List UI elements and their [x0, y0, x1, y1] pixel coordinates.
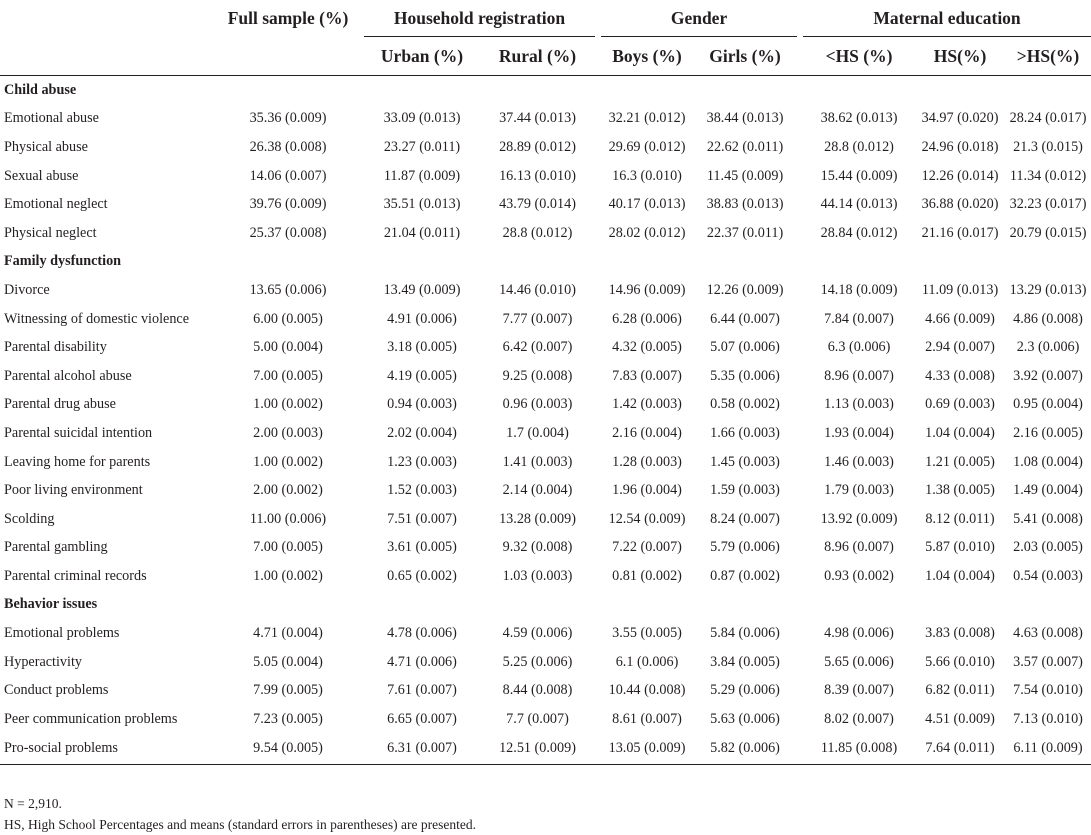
cell-value: 5.07 (0.006) [710, 339, 780, 356]
row-label: Emotional problems [4, 625, 120, 642]
col-header-rural: Rural (%) [480, 37, 595, 76]
cell-value: 4.32 (0.005) [612, 339, 682, 356]
cell-value: 3.18 (0.005) [387, 339, 457, 356]
cell-value: 8.12 (0.011) [925, 510, 995, 527]
row-label: Divorce [4, 281, 50, 298]
cell-value: 8.96 (0.007) [824, 539, 894, 556]
cell-value: 1.41 (0.003) [502, 453, 573, 470]
cell-value: 1.96 (0.004) [612, 482, 682, 499]
cell-value: 12.51 (0.009) [480, 734, 595, 765]
cell-value: 32.23 (0.017) [1009, 196, 1087, 213]
cell-value: 7.84 (0.007) [824, 310, 894, 327]
cell-value: 35.36 (0.009) [249, 110, 327, 127]
cell-value: 5.65 (0.006) [824, 653, 894, 670]
cell-value: 4.51 (0.009) [925, 710, 995, 727]
cell-value: 28.8 (0.012) [502, 224, 573, 241]
cell-value: 8.39 (0.007) [824, 682, 894, 699]
table-row [0, 534, 1091, 563]
cell-value: 1.93 (0.004) [824, 424, 894, 441]
cell-value: 2.16 (0.004) [612, 424, 682, 441]
table-row [0, 705, 1091, 734]
cell-value: 5.66 (0.010) [925, 653, 995, 670]
cell-value: 5.00 (0.004) [253, 339, 323, 356]
cell-value: 21.04 (0.011) [383, 224, 461, 241]
cell-value: 0.65 (0.002) [387, 567, 457, 584]
cell-value: 25.37 (0.008) [249, 224, 327, 241]
cell-value: 1.46 (0.003) [824, 453, 894, 470]
section-title: Family dysfunction [4, 253, 122, 270]
cell-value: 7.00 (0.005) [253, 539, 323, 556]
cell-value: 4.19 (0.005) [387, 367, 457, 384]
sample-size-note: N = 2,910. [4, 796, 62, 811]
cell-value: 2.02 (0.004) [387, 424, 457, 441]
cell-value: 12.26 (0.009) [706, 281, 784, 298]
abbreviation-note: HS, High School Percentages and means (standard errors in parentheses) are presented. [4, 817, 476, 832]
cell-value: 2.03 (0.005) [1013, 539, 1083, 556]
cell-value: 16.3 (0.010) [612, 167, 682, 184]
cell-value: 20.79 (0.015) [1009, 224, 1087, 241]
cell-value: 21.3 (0.015) [1013, 138, 1083, 155]
cell-value: 37.44 (0.013) [499, 110, 576, 127]
cell-value: 16.13 (0.010) [499, 167, 576, 184]
cell-value: 1.42 (0.003) [612, 396, 682, 413]
row-label: Poor living environment [4, 482, 143, 499]
cell-value: 21.16 (0.017) [921, 224, 999, 241]
cell-value: 1.28 (0.003) [612, 453, 682, 470]
cell-value: 26.38 (0.008) [249, 138, 327, 155]
cell-value: 1.04 (0.004) [925, 424, 995, 441]
table-row [0, 619, 1091, 648]
cell-value: 1.45 (0.003) [710, 453, 780, 470]
table-row [0, 162, 1091, 191]
cell-value: 5.35 (0.006) [710, 367, 780, 384]
cell-value: 10.44 (0.008) [608, 682, 686, 699]
cell-value: 3.84 (0.005) [710, 653, 780, 670]
row-label: Leaving home for parents [4, 453, 151, 470]
cell-value: 11.34 (0.012) [1009, 167, 1087, 184]
cell-value: 6.31 (0.007) [364, 734, 480, 765]
cell-value: 7.13 (0.010) [1013, 710, 1083, 727]
cell-value: 7.77 (0.007) [502, 310, 573, 327]
cell-value: 4.98 (0.006) [824, 625, 894, 642]
cell-value: 1.38 (0.005) [925, 482, 995, 499]
cell-value: 7.00 (0.005) [253, 367, 323, 384]
cell-value: 28.89 (0.012) [499, 138, 576, 155]
table-row [0, 562, 1091, 591]
row-label: Parental gambling [4, 539, 108, 556]
cell-value: 3.55 (0.005) [612, 625, 682, 642]
cell-value: 6.00 (0.005) [253, 310, 323, 327]
cell-value: 8.02 (0.007) [824, 710, 894, 727]
cell-value: 2.14 (0.004) [502, 482, 573, 499]
cell-value: 44.14 (0.013) [820, 196, 898, 213]
cell-value: 8.44 (0.008) [502, 682, 573, 699]
cell-value: 6.82 (0.011) [925, 682, 995, 699]
cell-value: 5.87 (0.010) [925, 539, 995, 556]
cell-value: 40.17 (0.013) [608, 196, 686, 213]
row-label: Parental drug abuse [4, 396, 116, 413]
cell-value: 13.05 (0.009) [601, 734, 693, 765]
table-row [0, 133, 1091, 162]
cell-value: 38.44 (0.013) [706, 110, 784, 127]
row-label: Physical abuse [4, 138, 88, 155]
cell-value: 6.11 (0.009) [1005, 734, 1091, 765]
cell-value: 38.83 (0.013) [706, 196, 784, 213]
cell-value: 0.87 (0.002) [710, 567, 780, 584]
row-label: Peer communication problems [4, 710, 178, 727]
cell-value: 13.29 (0.013) [1009, 281, 1087, 298]
cell-value: 7.22 (0.007) [612, 539, 682, 556]
cell-value: 0.69 (0.003) [925, 396, 995, 413]
cell-value: 1.49 (0.004) [1013, 482, 1083, 499]
cell-value: 28.84 (0.012) [820, 224, 898, 241]
table-row [0, 305, 1091, 334]
row-label: Sexual abuse [4, 167, 79, 184]
table-row [0, 505, 1091, 534]
cell-value: 39.76 (0.009) [249, 196, 327, 213]
row-label: Scolding [4, 510, 55, 527]
household-group-header: Household registration [364, 0, 595, 37]
table-row [0, 391, 1091, 420]
cell-value: 4.33 (0.008) [925, 367, 995, 384]
col-header-urban: Urban (%) [364, 37, 480, 76]
cell-value: 1.21 (0.005) [925, 453, 995, 470]
section-row [0, 591, 1091, 620]
cell-value: 3.92 (0.007) [1013, 367, 1083, 384]
cell-value: 7.64 (0.011) [915, 734, 1005, 765]
full-sample-header: Full sample (%) [227, 7, 349, 28]
row-label: Witnessing of domestic violence [4, 310, 190, 327]
cell-value: 23.27 (0.011) [383, 138, 461, 155]
cell-value: 13.92 (0.009) [820, 510, 898, 527]
table-row [0, 648, 1091, 677]
cell-value: 14.06 (0.007) [249, 167, 327, 184]
cell-value: 0.93 (0.002) [824, 567, 894, 584]
maternal-group-header: Maternal education [803, 0, 1091, 37]
cell-value: 4.86 (0.008) [1013, 310, 1083, 327]
table-row [0, 333, 1091, 362]
cell-value: 0.96 (0.003) [502, 396, 573, 413]
cell-value: 4.91 (0.006) [387, 310, 457, 327]
cell-value: 2.00 (0.002) [253, 482, 323, 499]
row-label: Conduct problems [4, 682, 109, 699]
cell-value: 14.46 (0.010) [499, 281, 576, 298]
cell-value: 1.03 (0.003) [502, 567, 573, 584]
cell-value: 9.54 (0.005) [218, 734, 358, 765]
cell-value: 13.65 (0.006) [249, 281, 327, 298]
cell-value: 1.00 (0.002) [253, 567, 323, 584]
table-row [0, 362, 1091, 391]
cell-value: 7.7 (0.007) [506, 710, 569, 727]
cell-value: 12.26 (0.014) [921, 167, 999, 184]
cell-value: 8.24 (0.007) [710, 510, 780, 527]
table-row [0, 734, 1091, 765]
col-header-less-hs: <HS (%) [803, 37, 915, 76]
cell-value: 2.3 (0.006) [1016, 339, 1080, 356]
row-label: Emotional neglect [4, 196, 108, 213]
cell-value: 34.97 (0.020) [921, 110, 999, 127]
row-label: Parental criminal records [4, 567, 147, 584]
table-row [0, 448, 1091, 477]
cell-value: 8.96 (0.007) [824, 367, 894, 384]
section-title: Behavior issues [4, 596, 98, 613]
cell-value: 4.78 (0.006) [387, 625, 457, 642]
cell-value: 24.96 (0.018) [921, 138, 999, 155]
cell-value: 7.61 (0.007) [387, 682, 457, 699]
cell-value: 4.71 (0.004) [253, 625, 323, 642]
cell-value: 11.85 (0.008) [803, 734, 915, 765]
table-row [0, 276, 1091, 305]
stub-header [0, 0, 218, 37]
col-header-more-hs: >HS(%) [1005, 37, 1091, 76]
cell-value: 6.65 (0.007) [387, 710, 457, 727]
cell-value: 7.23 (0.005) [253, 710, 323, 727]
cell-value: 5.82 (0.006) [693, 734, 797, 765]
cell-value: 22.37 (0.011) [706, 224, 784, 241]
cell-value: 5.84 (0.006) [710, 625, 780, 642]
table-row [0, 676, 1091, 705]
table-notes [4, 793, 476, 835]
cell-value: 1.13 (0.003) [824, 396, 894, 413]
table-row [0, 190, 1091, 219]
col-header-boys: Boys (%) [601, 37, 693, 76]
cell-value: 12.54 (0.009) [608, 510, 686, 527]
cell-value: 13.28 (0.009) [499, 510, 576, 527]
cell-value: 1.66 (0.003) [710, 424, 780, 441]
row-label: Emotional abuse [4, 110, 99, 127]
cell-value: 9.25 (0.008) [502, 367, 573, 384]
cell-value: 2.00 (0.003) [253, 424, 323, 441]
cell-value: 11.87 (0.009) [383, 167, 461, 184]
cell-value: 14.96 (0.009) [608, 281, 686, 298]
row-label: Parental alcohol abuse [4, 367, 132, 384]
cell-value: 13.49 (0.009) [383, 281, 461, 298]
cell-value: 43.79 (0.014) [499, 196, 576, 213]
row-label: Pro-social problems [0, 734, 218, 765]
cell-value: 15.44 (0.009) [820, 167, 898, 184]
cell-value: 6.1 (0.006) [615, 653, 679, 670]
col-header-hs: HS(%) [915, 37, 1005, 76]
table-row [0, 105, 1091, 134]
cell-value: 35.51 (0.013) [383, 196, 461, 213]
cell-value: 7.99 (0.005) [253, 682, 323, 699]
cell-value: 8.61 (0.007) [612, 710, 682, 727]
cell-value: 28.8 (0.012) [824, 138, 894, 155]
cell-value: 4.66 (0.009) [925, 310, 995, 327]
cell-value: 1.7 (0.004) [506, 424, 569, 441]
cell-value: 22.62 (0.011) [706, 138, 784, 155]
row-label: Physical neglect [4, 224, 97, 241]
gender-group-header: Gender [601, 0, 797, 37]
cell-value: 0.94 (0.003) [387, 396, 457, 413]
cell-value: 1.23 (0.003) [387, 453, 457, 470]
cell-value: 1.08 (0.004) [1013, 453, 1083, 470]
cell-value: 6.42 (0.007) [502, 339, 573, 356]
cell-value: 11.00 (0.006) [249, 510, 327, 527]
cell-value: 3.83 (0.008) [925, 625, 995, 642]
row-label: Parental suicidal intention [4, 424, 153, 441]
cell-value: 1.00 (0.002) [253, 396, 323, 413]
cell-value: 6.28 (0.006) [612, 310, 682, 327]
cell-value: 29.69 (0.012) [608, 138, 686, 155]
cell-value: 0.95 (0.004) [1013, 396, 1083, 413]
cell-value: 1.52 (0.003) [387, 482, 457, 499]
cell-value: 5.63 (0.006) [710, 710, 780, 727]
cell-value: 1.00 (0.002) [253, 453, 323, 470]
cell-value: 7.54 (0.010) [1013, 682, 1083, 699]
cell-value: 3.57 (0.007) [1013, 653, 1083, 670]
table-row [0, 419, 1091, 448]
cell-value: 5.29 (0.006) [710, 682, 780, 699]
cell-value: 2.94 (0.007) [925, 339, 995, 356]
cell-value: 6.3 (0.006) [827, 339, 891, 356]
section-row [0, 248, 1091, 277]
cell-value: 5.79 (0.006) [710, 539, 780, 556]
cell-value: 6.44 (0.007) [710, 310, 780, 327]
cell-value: 11.09 (0.013) [921, 281, 999, 298]
cell-value: 1.04 (0.004) [925, 567, 995, 584]
row-label: Hyperactivity [4, 653, 83, 670]
cell-value: 4.71 (0.006) [387, 653, 457, 670]
cell-value: 28.02 (0.012) [608, 224, 686, 241]
cell-value: 4.63 (0.008) [1013, 625, 1083, 642]
cell-value: 3.61 (0.005) [387, 539, 457, 556]
section-row [0, 76, 1091, 105]
cell-value: 36.88 (0.020) [921, 196, 999, 213]
cell-value: 9.32 (0.008) [502, 539, 573, 556]
cell-value: 33.09 (0.013) [383, 110, 461, 127]
section-title: Child abuse [4, 81, 77, 98]
table-row [0, 476, 1091, 505]
cell-value: 2.16 (0.005) [1013, 424, 1083, 441]
cell-value: 0.58 (0.002) [710, 396, 780, 413]
table-row [0, 219, 1091, 248]
cell-value: 7.51 (0.007) [387, 510, 457, 527]
row-label: Parental disability [4, 339, 107, 356]
cell-value: 1.79 (0.003) [824, 482, 894, 499]
cell-value: 0.81 (0.002) [612, 567, 682, 584]
cell-value: 5.41 (0.008) [1013, 510, 1083, 527]
cell-value: 7.83 (0.007) [612, 367, 682, 384]
cell-value: 0.54 (0.003) [1013, 567, 1083, 584]
cell-value: 5.05 (0.004) [253, 653, 323, 670]
cell-value: 1.59 (0.003) [710, 482, 780, 499]
cell-value: 32.21 (0.012) [608, 110, 686, 127]
cell-value: 5.25 (0.006) [502, 653, 573, 670]
cell-value: 28.24 (0.017) [1009, 110, 1087, 127]
cell-value: 14.18 (0.009) [820, 281, 898, 298]
cell-value: 4.59 (0.006) [502, 625, 573, 642]
table-body [0, 76, 1091, 765]
cell-value: 11.45 (0.009) [706, 167, 784, 184]
col-header-girls: Girls (%) [693, 37, 797, 76]
cell-value: 38.62 (0.013) [820, 110, 898, 127]
